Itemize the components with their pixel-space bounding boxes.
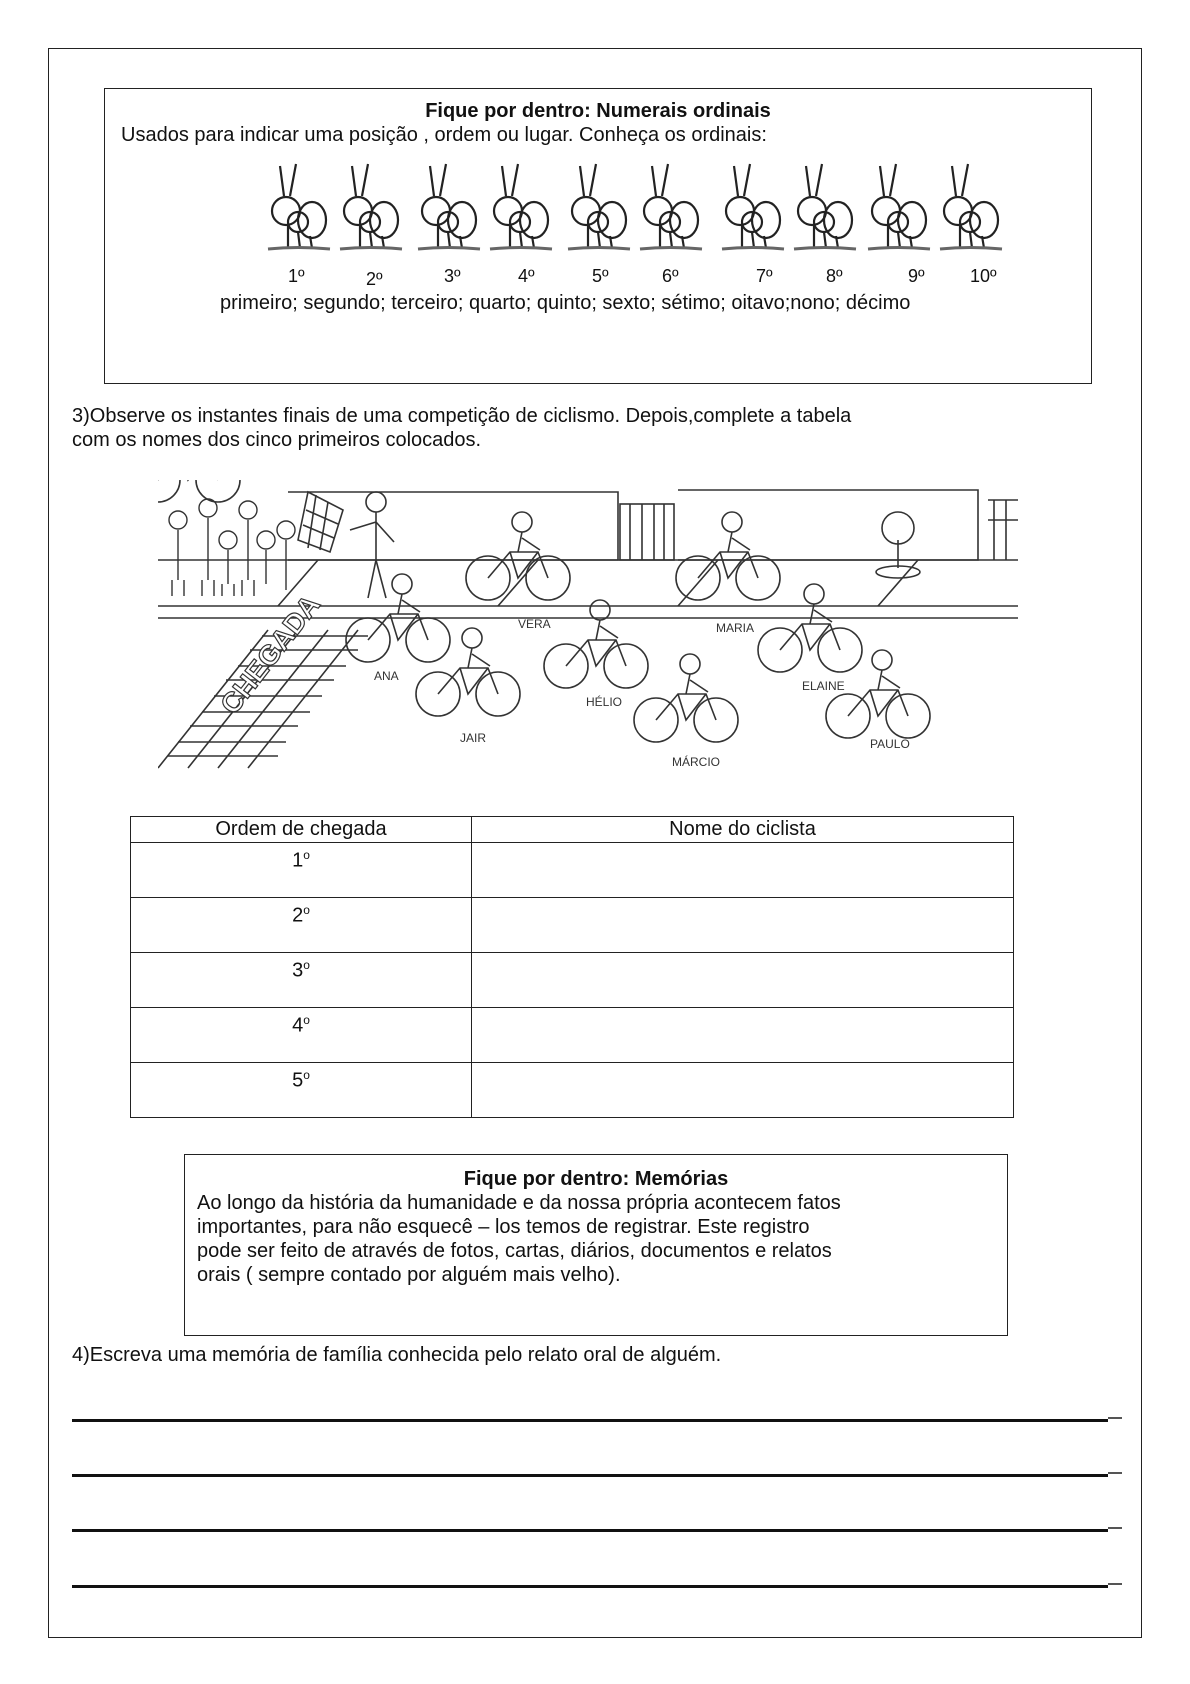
rider-label-vera: VERA	[518, 617, 551, 631]
memories-box-text	[185, 1191, 1007, 1287]
ordinal-label: 3º	[444, 266, 461, 286]
ordinal-label: 4º	[518, 266, 535, 286]
memories-text-line: importantes, para não esquecê – los temos de registrar. Este registro	[197, 1216, 810, 1238]
ordinal-label: 1º	[288, 266, 305, 286]
ordinal-label: 9º	[908, 266, 925, 286]
ordinal-label: 2º	[366, 269, 383, 289]
question-3	[72, 404, 1032, 452]
order-cell: 5$^o$	[131, 1063, 472, 1118]
cyclist-name-cell[interactable]	[472, 843, 1014, 898]
ordinal-labels	[258, 266, 1018, 292]
memories-text-line: pode ser feito de através de fotos, cartas, diários, documentos e relatos	[197, 1240, 832, 1262]
ants-illustration	[258, 156, 1018, 266]
order-cell: 1$^o$	[131, 843, 472, 898]
table-header-row	[131, 817, 1014, 843]
rider-label-jair: JAIR	[460, 731, 487, 745]
memories-text-line: Ao longo da história da humanidade e da nossa própria acontecem fatos	[197, 1192, 841, 1214]
cyclist-name-cell[interactable]	[472, 953, 1014, 1008]
answer-line[interactable]	[72, 1529, 1108, 1532]
ordinal-label: 8º	[826, 266, 843, 286]
question-3-line-1: 3)Observe os instantes finais de uma competição de ciclismo. Depois,complete a tabela	[72, 405, 852, 427]
ordinal-words: primeiro; segundo; terceiro; quarto; quinto; sexto; sétimo; oitavo;nono; décimo	[220, 292, 911, 314]
ordinals-box-intro: Usados para indicar uma posição , ordem ou lugar. Conheça os ordinais:	[121, 124, 767, 146]
table-row	[131, 953, 1014, 1008]
cyclist-name-cell[interactable]	[472, 898, 1014, 953]
memories-box-title: Fique por dentro: Memórias	[463, 1168, 729, 1190]
cyclist-name-cell[interactable]	[472, 1063, 1014, 1118]
memories-info-box	[184, 1154, 1008, 1336]
rider-label-elaine: ELAINE	[802, 679, 845, 693]
ordinals-box-title: Fique por dentro: Numerais ordinais	[425, 100, 771, 122]
question-4: 4)Escreva uma memória de família conhecida pelo relato oral de alguém.	[72, 1344, 722, 1366]
finish-label: CHEGADA	[214, 589, 326, 720]
question-3-line-2: com os nomes dos cinco primeiros colocados.	[72, 429, 482, 451]
answer-line[interactable]	[72, 1474, 1108, 1477]
table-row	[131, 1008, 1014, 1063]
ordinal-label: 6º	[662, 266, 679, 286]
arrival-order-table	[130, 816, 1014, 1118]
cycling-scene-icon	[158, 480, 1018, 792]
table-row	[131, 843, 1014, 898]
table-row	[131, 898, 1014, 953]
ordinal-label: 7º	[756, 266, 773, 286]
cycling-race-illustration	[158, 480, 1018, 792]
answer-line[interactable]	[72, 1585, 1108, 1588]
rider-label-helio: HÉLIO	[586, 695, 623, 709]
rider-label-ana: ANA	[374, 669, 399, 683]
order-cell: 2$^o$	[131, 898, 472, 953]
order-cell: 4$^o$	[131, 1008, 472, 1063]
answer-line[interactable]	[72, 1419, 1108, 1422]
rider-label-paulo: PAULO	[870, 737, 910, 751]
rider-label-marcio: MÁRCIO	[672, 755, 720, 769]
memories-text-line: orais ( sempre contado por alguém mais velho).	[197, 1264, 621, 1286]
header-arrival-order: Ordem de chegada	[131, 817, 472, 843]
ordinal-label: 10º	[970, 266, 997, 286]
table-row	[131, 1063, 1014, 1118]
cyclist-name-cell[interactable]	[472, 1008, 1014, 1063]
header-cyclist-name: Nome do ciclista	[472, 817, 1014, 843]
ordinal-label: 5º	[592, 266, 609, 286]
order-cell: 3$^o$	[131, 953, 472, 1008]
ant-row-icon	[258, 156, 1018, 266]
rider-label-maria: MARIA	[716, 621, 755, 635]
